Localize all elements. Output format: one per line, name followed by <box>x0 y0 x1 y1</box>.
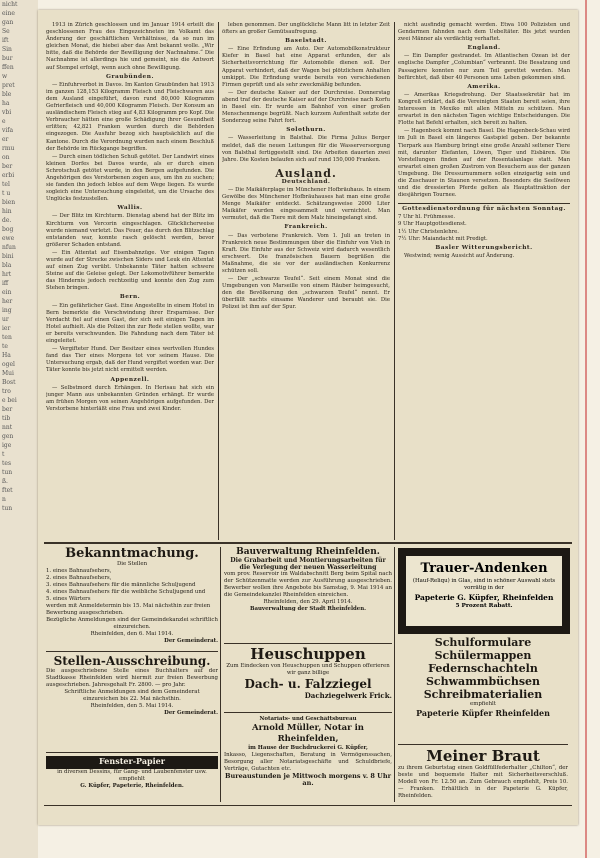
heading-basel: Baselstadt. <box>285 38 327 45</box>
heading-bern: Bern. <box>119 294 141 301</box>
ads-divider <box>394 547 395 802</box>
ad-trauer <box>398 548 570 634</box>
margin-fragment: tes <box>2 460 12 467</box>
margin-fragment: ogel <box>2 361 15 368</box>
margin-fragment: ftet <box>2 487 13 494</box>
margin-fragment: ein <box>2 289 12 296</box>
ad-line: Die Grabarbeit und Montierungsarbeiten für die Verlegung der neuen Wasserleitung <box>230 557 386 571</box>
ad-line: G. Küpfer, Papeterie, Rheinfelden. <box>80 783 184 789</box>
ad-fenster-bar <box>46 756 218 769</box>
ad-line: 1. eines Bahnaufsehers, <box>46 568 112 574</box>
article-solothurn: — Wasserleitung in Balsthal. Die Firma Julius Berger meldet, daß die neuen Leitungen für die Wasserversorgung von Balsthal fertiggestellt sind. Die Arbeiten dauerten zwei Jahre. Die Kosten belaufen sich auf rund 150,000 Franken. <box>222 135 390 163</box>
ad-trauer-inner <box>405 555 563 627</box>
margin-fragment: tun <box>2 505 13 512</box>
ad-line: Rheinfelden, den 5. Mai 1914. <box>90 703 174 709</box>
margin-fragment: t u <box>2 190 11 197</box>
ad-line: Der Gemeinderat. <box>164 710 218 716</box>
margin-fragment: bini <box>2 253 14 260</box>
ad-notar <box>224 716 392 800</box>
margin-fragment: bur <box>2 55 13 62</box>
margin-fragment: e bei <box>2 397 17 404</box>
margin-fragment: hin <box>2 208 12 215</box>
ad-heuschuppen <box>224 646 392 713</box>
margin-fragment: on <box>2 154 10 161</box>
ad-line: werden mit Anmeldetermin bis 15. Mai nächsthin zur freien Bewerbung ausgeschrieben. <box>46 603 211 616</box>
page-bottom-rule <box>44 805 572 806</box>
adjacent-page-margin <box>0 0 38 858</box>
margin-fragment: tun <box>2 469 13 476</box>
ad-line: Schulformulare <box>434 636 532 649</box>
ad-line: Dachziegelwerk Frick. <box>304 691 392 700</box>
margin-fragment: te <box>2 343 8 350</box>
article-england: — Ein Dampfer gestrandet. Im Atlantischen Ozean ist der englische Dampfer „Columbian“ verbrannt. Die Besatzung und Passagiere konnten nur zum Teil gerettet werden. Man befürchtet, daß über 40 Personen ums Leben gekommen sind. <box>398 53 570 81</box>
ad-line: Inkasso, Liegenschaften, Beratung in Vermögenssachen, Besorgung aller Notariatsgeschäfte und Schuldbriefe, Verträge, Gutachten etc. <box>224 752 392 772</box>
ad-fenster <box>46 756 218 796</box>
margin-fragment: nicht <box>2 1 18 8</box>
margin-fragment: ble <box>2 91 12 98</box>
margin-fragment: tro <box>2 388 11 395</box>
news-column-3 <box>398 22 570 542</box>
col2-intro: leben genommen. Der unglückliche Mann litt in letzter Zeit öfters an großer Gemütsaufregung. <box>222 22 390 36</box>
ads-top-rule <box>44 542 572 544</box>
ad-trauer-title: Trauer-Andenken <box>420 561 548 576</box>
article-frankreich: — Das verbotene Frankreich. Vom 1. Juli an treten in Frankreich neue Bestimmungen über die Einfuhr von Vieh in Kraft. Die Einfuhr aus der Schweiz wird dadurch wesentlich erschwert. Die französischen Bauern begrüßen die Maßnahme, die sie vor der ausländischen Konkurrenz schützen soll. <box>222 232 390 274</box>
ad-line: Federnschachteln <box>428 662 538 675</box>
ad-line: Bezügliche Anmeldungen sind der Gemeindekanzlei schriftlich einzureichen. <box>46 617 218 630</box>
gottesdienst-line: 7½ Uhr: Maiandacht mit Predigt. <box>398 235 488 242</box>
heading-frankreich: Frankreich. <box>284 224 328 231</box>
margin-fragment: w <box>2 73 8 80</box>
margin-fragment: vbi <box>2 109 12 116</box>
ad-line: Schülermappen <box>434 649 532 662</box>
ad-schulformulare <box>398 636 568 745</box>
article-amerika: — Amerikas Kriegsdrohung. Der Staatssekretär hat im Kongreß erklärt, daß die Vereinigten Staaten bereit seien, ihre Interessen in Mexiko mit allen Mitteln zu schützen. Man erwartet in den nächsten Tagen wichtige Entscheidungen. Die Flotte hat Befehl erhalten, sich bereit zu halten. <box>398 91 570 127</box>
ad-line: Arnold Müller, Notar in Rheinfelden, <box>251 723 364 744</box>
heading-deutschland: Deutschland. <box>281 178 331 185</box>
margin-fragment: bog <box>2 226 14 233</box>
margin-fragment: e <box>2 118 6 125</box>
heading-england: England. <box>467 45 501 52</box>
margin-fragment: her <box>2 298 13 305</box>
ad-line: Dach- u. Falzziegel <box>244 677 372 691</box>
ad-line: Die Stellen <box>116 561 148 567</box>
ad-line: Papeterie Küpfer Rheinfelden <box>416 708 550 718</box>
article-unfall: — Ein Attentat auf Eisenbahnzüge. Vor einigen Tagen wurde auf der Strecke zwischen Siders und Leuk ein Attentat auf einen Zug verübt. Unbekannte Täter hatten schwere Steine auf die Geleise gelegt. Der Lokomotivführer bemerkte das Hindernis jedoch rechtzeitig und konnte den Zug zum Stehen bringen. <box>46 249 214 292</box>
margin-fragment: ß. <box>2 478 8 485</box>
article-hagenbeck: — Hagenbeck kommt nach Basel. Die Hagenbeck-Schau wird im Juli in Basel ein längeres Gastspiel geben. Der bekannte Tierpark aus Hamburg bringt eine große Anzahl seltener Tiere mit, darunter Elefanten, Löwen, Tiger und Eisbären. Die Vorstellungen finden auf der Rosentalanlage statt. Man erwartet einen großen Zustrom von Besuchern aus der ganzen Umgebung. Die Dressurnummern sollen einzigartig sein und die Zuschauer in Staunen versetzen. Besonders die Seelöwen und die dressierten Pferde gelten als Hauptattraktion der diesjährigen Tournee. <box>398 128 570 199</box>
heading-wallis: Wallis. <box>117 205 143 212</box>
margin-fragment: eine <box>2 10 15 17</box>
ad-line: 5 Prozent Rabatt. <box>455 603 513 609</box>
ad-line: Der Gemeinderat. <box>164 638 218 644</box>
margin-fragment: hrt <box>2 271 12 278</box>
margin-fragment: ier <box>2 325 11 332</box>
margin-fragment: t <box>2 451 5 458</box>
margin-fragment: tib <box>2 415 11 422</box>
gottesdienst-line: 7 Uhr hl. Frühmesse. <box>398 214 456 221</box>
wetter-title: Basler Witterungsbericht. <box>435 244 533 251</box>
heading-solothurn: Solothurn. <box>286 127 326 134</box>
ad-line: im Hause der Buchdruckerei G. Küpfer, <box>248 745 368 751</box>
margin-fragment: ten <box>2 334 12 341</box>
column-divider <box>218 22 219 540</box>
ad-bauverwaltung <box>224 547 392 644</box>
margin-fragment: Mui <box>2 370 14 377</box>
article-graubuenden: — Einfuhrverbot in Davos. Im Kanton Graubünden hat 1913 im ganzen 128,153 Kilogramm Fleisch und Fleischwaren aus dem Ausland eingeführt, davon rund 80,000 Kilogramm Gefrierfleisch und 40,000 Kilogramm Fleisch. Der Konsum an ausländischem Fleisch stieg auf 4,83 Kilogramm pro Kopf. Die Verbraucher hätten eine große Schädigung ihrer Gesundheit erlitten; 42,821 Franken wurden durch die Behörden eingezogen. Die Ausfuhr bezog sich hauptsächlich auf die Kantone. Durch die Verordnung wurden nach einem Beschluß der Behörde im Rückgange begriffen. <box>46 81 214 152</box>
margin-fragment: pret <box>2 82 15 89</box>
article-kaiser: — Der deutsche Kaiser auf der Durchreise. Donnerstag abend traf der deutsche Kaiser auf der Durchreise nach Korfu in Basel ein. Er wurde am Bahnhof von einer großen Menschenmenge begrüßt. Nach kurzem Aufenthalt setzte der Sonderzug seine Fahrt fort. <box>222 89 390 125</box>
margin-fragment: Ha <box>2 352 11 359</box>
ad-bau-title: Bauverwaltung Rheinfelden. <box>236 547 380 557</box>
ads-divider <box>220 547 221 802</box>
margin-fragment: bla <box>2 262 12 269</box>
margin-fragment: bien <box>2 199 16 206</box>
newspaper-page <box>38 10 578 825</box>
ad-line: vom prov. Reservoir im Waldabschnitt Berg beim Spital nach der Schützenmatte werden zur Ausführung ausgeschrieben. Bewerber wollen ihre Angebote bis Samstag, 9. Mai 1914 an die Gemeindekanzlei Rheinfelden einreichen. <box>224 571 392 598</box>
margin-fragment: de. <box>2 217 12 224</box>
article-deutschland: — Die Maikäferplage im Münchener Hofbräuhaus. In einem Gewölbe des Münchener Hofbräuhauses hat man eine große Menge Maikäfer entdeckt. Schätzungsweise 2000 Liter Maikäfer wurden eingesammelt und vernichtet. Man vermutet, daß die Tiere mit dem Malz hineingelangt sind. <box>222 186 390 222</box>
column-divider <box>394 22 395 540</box>
news-column-2 <box>222 22 390 542</box>
ad-line: zu ihrem Geburtstag einen Goldfüllfederhalter „Chilton“, der beste und bequemste Halter mit Sicherheitsverschluß. Modell von Fr. 12.50 an. Zum Gebrauch empfiehlt, Preis 10. — Franken. Erhältlich in der Papeterie G. Küpfer, Rheinfelden. <box>398 765 568 799</box>
ad-line: empfiehlt <box>470 701 496 707</box>
heading-amerika: Amerika. <box>467 83 501 90</box>
ad-line: Bureaustunden je Mittwoch morgens v. 8 Uhr an. <box>224 772 392 787</box>
margin-fragment: nnt <box>2 424 13 431</box>
margin-fragment: gan <box>2 19 14 26</box>
col3-intro: nicht ausfindig gemacht werden. Etwa 100 Polizisten und Gendarmen fahnden nach dem Uebeltäter. Bis jetzt wurden zwei Männer als verdächtig verhaftet. <box>398 22 570 43</box>
margin-fragment: iff <box>2 280 9 287</box>
article-tier: — Durch einen tödlichen Schuß getötet. Der Landwirt eines kleinen Dorfes bei Davos wurde, als er durch einen Schrotschuß getötet wurde, in den Bergen aufgefunden. Die Angehörigen des Verstorbenen zogen aus, um ihn zu suchen; sie fanden ihn jedoch leblos auf dem Wege liegen. Es wurde sogleich eine Untersuchung eingeleitet, um die Ursache des Unglücks festzustellen. <box>46 153 214 203</box>
ad-fenster-title: Fenster-Papier <box>99 756 165 766</box>
article-bern: — Ein gefährlicher Gast. Eine Angestellte in einem Hotel in Bern bemerkte die Verschwindung ihrer Ersparnisse. Der Verdacht fiel auf einen Gast, der sich seit einigen Tagen im Hotel aufhielt. Als die Polizei ihn zur Rede stellen wollte, war er bereits verschwunden. Die Fahndung nach dem Täter ist eingeleitet. <box>46 302 214 345</box>
news-column-1 <box>46 22 214 542</box>
margin-fragment: vifa <box>2 127 14 134</box>
ad-line: Zum Eindecken von Heuschuppen und Schuppen offerieren wir ganz billige <box>226 663 390 676</box>
heading-appenzell: Appenzell. <box>110 376 150 383</box>
ad-line: Schwammbüchsen <box>425 675 541 688</box>
margin-fragment: erbi <box>2 172 15 179</box>
col1-intro: 1913 in Zürich geschlossen und im Januar 1914 erteilt die geschlossenen Frau des Eingezeichneten im Volkamt das Änderung der geschäftlichen Verhältnisse, da so nun im gleichen Monat, die hiebei aber das Amt bekannt wolle. „Wir bitte, daß die Behörde der Bewilligung der Nachnahme.“ Die Nachnahme ist allerdings hie und gemeint, nie die Antwort auf Stempel erfolgt, wenn auch ohne Bewilligung. <box>46 22 214 71</box>
margin-fragment: ift <box>2 37 9 44</box>
margin-fragment: gen <box>2 433 14 440</box>
ad-braut <box>398 747 568 805</box>
ad-heu-title: Heuschuppen <box>250 646 366 663</box>
ad-line: Papeterie G. Küpfer, Rheinfelden <box>414 593 554 602</box>
margin-fragment: ha <box>2 100 10 107</box>
margin-fragment: Bost <box>2 379 16 386</box>
margin-fragment: tel <box>2 181 10 188</box>
ad-line: Rheinfelden, den 6. Mai 1914. <box>90 631 174 637</box>
gottesdienst-line: 9 Uhr Hauptgottesdienst. <box>398 221 467 228</box>
gottesdienst-list <box>398 214 570 242</box>
article-wallis: — Der Blitz im Kirchturm. Dienstag abend hat der Blitz im Kirchturm von Vercorin eingeschlagen. Glücklicherweise wurde niemand verletzt. Das Feuer, das durch den Blitzschlag entstanden war, konnte rasch gelöscht werden, bevor größerer Schaden entstand. <box>46 213 214 248</box>
margin-fragment: ber <box>2 163 13 170</box>
heading-ausland: Ausland. <box>275 166 337 180</box>
ad-line: in diversen Dessins, für Gang- und Laubenfenster usw. empfiehlt <box>57 769 207 782</box>
gottesdienst-line: 1½ Uhr Christenlehre. <box>398 228 459 235</box>
ad-braut-title: Meiner Braut <box>426 747 540 765</box>
ad-line: Die ausgeschriebene Stelle eines Buchhalters auf der Stadtkasse Rheinfelden wird hiermit zur freien Bewerbung ausgeschrieben. Jahresgehalt Fr. 2800. — pro Jahr. <box>46 668 218 688</box>
ad-line: 4. eines Bahnaufsehers für die weibliche Schuljugend und <box>46 589 206 595</box>
margin-fragment: Sin <box>2 46 12 53</box>
ad-line: Bauverwaltung der Stadt Rheinfelden. <box>249 606 367 612</box>
ad-line: 3. eines Bahnaufsehers für die männliche Schuljugend <box>46 582 196 588</box>
article-hund: — Vergifteter Hund. Der Besitzer eines wertvollen Hundes fand das Tier eines Morgens tot vor seinem Hause. Die Untersuchung ergab, daß der Hund vergiftet worden war. Der Täter konnte bis jetzt nicht ermittelt werden. <box>46 346 214 374</box>
margin-fragment: n <box>2 496 6 503</box>
ad-bekanntmachung <box>46 547 218 652</box>
margin-fragment: er <box>2 136 9 143</box>
ad-line: Schreibmaterialien <box>423 688 543 701</box>
ad-bekanntmachung-title: Bekanntmachung. <box>65 547 199 561</box>
margin-fragment: ewe <box>2 235 15 242</box>
gottesdienst-title: Gottesdienstordnung für nächsten Sonntag. <box>402 206 566 213</box>
margin-fragment: ber <box>2 406 13 413</box>
margin-fragment: ur <box>2 316 9 323</box>
article-basel: — Eine Erfindung am Auto. Der Automobilkonstrukteur Kiefer in Basel hat eine Apparat erfunden, der als Sicherheitsvorrichtung für Automobile dienen soll. Der Apparat verhindert, daß der Wagen bei plötzlichem Anhalten umkippt. Die Erfindung wurde bereits von verschiedenen Firmen geprüft und als sehr zweckmäßig befunden. <box>222 46 390 88</box>
ad-line: Rheinfelden, den 29. April 1914. <box>263 599 353 605</box>
margin-fragment: ing <box>2 307 12 314</box>
ad-line: 2. eines Bahnaufsehers, <box>46 575 112 581</box>
article-appenzell: — Selbstmord durch Erhängen. In Herisau hat sich ein junger Mann aus unbekannten Gründen erhängt. Er wurde am frühen Morgen von seinen Angehörigen aufgefunden. Der Verstorbene hinterläßt eine Frau und zwei Kinder. <box>46 384 214 412</box>
ad-stellen-title: Stellen-Ausschreibung. <box>53 654 211 668</box>
margin-fragment: ffen <box>2 64 14 71</box>
ad-stellen <box>46 654 218 753</box>
ad-line: 5. eines Wärters <box>46 596 91 602</box>
margin-fragment: Se <box>2 28 10 35</box>
article-teufel: — Der „schwarze Teufel“. Seit einem Monat sind die Umgebungen von Marseille von einem Räuber heimgesucht, den die Bevölkerung den „schwarzen Teufel“ nennt. Er überfällt nachts einsame Wanderer und beraubt sie. Die Polizei ist ihm auf der Spur. <box>222 276 390 311</box>
ad-notar-title: Notariats- und Geschäftsbureau <box>259 716 357 722</box>
margin-fragment: ige <box>2 442 12 449</box>
margin-fragment: nfun <box>2 244 16 251</box>
ad-line: Schriftliche Anmeldungen sind dem Gemeinderat einzureichen bis 22. Mai nächsthin. <box>64 689 200 702</box>
section-divider <box>398 203 570 204</box>
heading-graubuenden: Graubünden. <box>106 73 154 80</box>
scan-edge-line <box>585 0 587 858</box>
wetter-text: Westwind; wenig Aussicht auf Änderung. <box>404 252 515 259</box>
margin-fragment: rmu <box>2 145 15 152</box>
ad-line: (Hauf-Reliqu) in Glas, sind in schöner Auswahl stets vorrätig in der <box>412 578 556 591</box>
